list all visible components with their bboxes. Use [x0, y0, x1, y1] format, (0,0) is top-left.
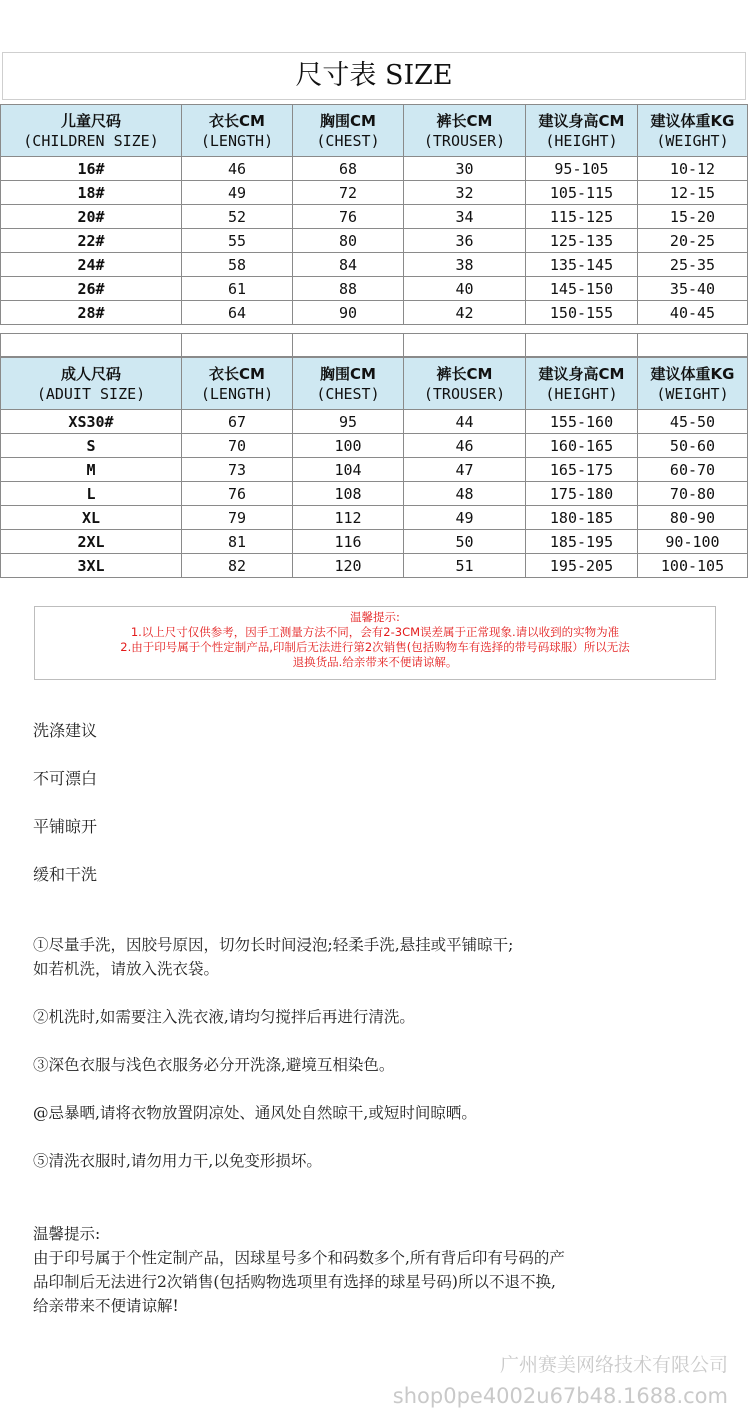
table-cell: 90 — [293, 301, 404, 325]
warm-tip — [33, 1222, 565, 1318]
table-cell: 3XL — [1, 554, 182, 578]
table-row — [1, 157, 748, 181]
table-cell: 76 — [293, 205, 404, 229]
instruction-1-line-1: ①尽量手洗，因胶号原因，切勿长时间浸泡;轻柔手洗,悬挂或平铺晾干; — [33, 936, 514, 954]
table-cell: 48 — [404, 482, 526, 506]
table-cell: 165-175 — [526, 458, 638, 482]
table-cell: 46 — [182, 157, 293, 181]
instruction-2-line-1: ②机洗时,如需要注入洗衣液,请均匀搅拌后再进行清洗。 — [33, 1008, 415, 1026]
table-row — [1, 458, 748, 482]
table-cell: 50 — [404, 530, 526, 554]
column-header-zh: 衣长CM — [209, 364, 265, 383]
table-cell: 40-45 — [638, 301, 748, 325]
instruction-4-line-1: @忌暴晒,请将衣物放置阴凉处、通风处自然晾干,或短时间晾晒。 — [33, 1104, 477, 1122]
column-header-en: (ADUIT SIZE) — [36, 384, 146, 403]
table-cell: 46 — [404, 434, 526, 458]
column-header — [293, 105, 404, 157]
table-cell: 67 — [182, 410, 293, 434]
column-header — [182, 358, 293, 410]
table-cell: 2XL — [1, 530, 182, 554]
table-cell: 40 — [404, 277, 526, 301]
table-cell: 16# — [1, 157, 182, 181]
table-cell: 155-160 — [526, 410, 638, 434]
table-cell: 115-125 — [526, 205, 638, 229]
table-cell: 64 — [182, 301, 293, 325]
washing-item-lay-flat: 平铺晾开 — [33, 817, 98, 836]
column-header — [638, 358, 748, 410]
table-row — [1, 181, 748, 205]
column-header-en: (CHEST) — [316, 131, 380, 150]
table-cell: 135-145 — [526, 253, 638, 277]
table-cell: 52 — [182, 205, 293, 229]
instruction-5 — [33, 1149, 322, 1173]
column-header — [1, 105, 182, 157]
column-header — [182, 105, 293, 157]
column-header — [404, 358, 526, 410]
table-cell: 10-12 — [638, 157, 748, 181]
table-header-row — [1, 358, 748, 410]
table-cell: 160-165 — [526, 434, 638, 458]
instruction-3 — [33, 1053, 394, 1077]
table-cell: 51 — [404, 554, 526, 578]
table-cell: 105-115 — [526, 181, 638, 205]
instruction-3-line-1: ③深色衣服与浅色衣服务必分开洗涤,避境互相染色。 — [33, 1056, 395, 1074]
table-row — [1, 410, 748, 434]
table-cell: 15-20 — [638, 205, 748, 229]
table-cell: 185-195 — [526, 530, 638, 554]
table-cell: L — [1, 482, 182, 506]
table-cell: 61 — [182, 277, 293, 301]
table-cell: 100-105 — [638, 554, 748, 578]
table-cell: XS30# — [1, 410, 182, 434]
table-row — [1, 229, 748, 253]
notice-line-3: 退换货品.给亲带来不便请谅解。 — [292, 655, 458, 669]
column-header — [293, 358, 404, 410]
table-cell: 20# — [1, 205, 182, 229]
column-header-zh: 胸围CM — [320, 111, 376, 130]
table-cell: M — [1, 458, 182, 482]
table-cell: 25-35 — [638, 253, 748, 277]
table-cell: 175-180 — [526, 482, 638, 506]
table-cell: 116 — [293, 530, 404, 554]
size-chart-title: 尺寸表 SIZE — [2, 52, 746, 100]
column-header-en: (LENGTH) — [200, 384, 274, 403]
washing-item-gentle-dry-clean: 缓和干洗 — [33, 865, 98, 884]
table-cell: XL — [1, 506, 182, 530]
column-header — [404, 105, 526, 157]
table-cell: 84 — [293, 253, 404, 277]
table-cell: 12-15 — [638, 181, 748, 205]
table-row — [1, 205, 748, 229]
adult-size-table — [0, 357, 748, 578]
table-cell: 88 — [293, 277, 404, 301]
table-cell: 76 — [182, 482, 293, 506]
notice-line-2: 2.由于印号属于个性定制产品,印制后无法进行第2次销售(包括购物车有选择的带号码球服）所以无法 — [120, 640, 630, 654]
column-header-zh: 建议身高CM — [538, 364, 625, 383]
instruction-1-line-2: 如若机洗，请放入洗衣袋。 — [33, 960, 220, 978]
column-header — [526, 358, 638, 410]
table-cell: 42 — [404, 301, 526, 325]
notice-line-1: 1.以上尺寸仅供参考，因手工测量方法不同，会有2-3CM误差属于正常现象.请以收到的实物为准 — [130, 625, 620, 639]
table-cell: 81 — [182, 530, 293, 554]
table-cell: 79 — [182, 506, 293, 530]
table-cell: 58 — [182, 253, 293, 277]
table-row — [1, 434, 748, 458]
instruction-4 — [33, 1101, 477, 1125]
table-cell: 125-135 — [526, 229, 638, 253]
column-header-zh: 成人尺码 — [60, 364, 121, 383]
table-cell: 70 — [182, 434, 293, 458]
table-cell: 195-205 — [526, 554, 638, 578]
column-header — [1, 358, 182, 410]
warm-tip-line-2: 品印制后无法进行2次销售(包括购物选项里有选择的球星号码)所以不退不换, — [33, 1273, 556, 1291]
table-cell: 80 — [293, 229, 404, 253]
column-header-en: (CHILDREN SIZE) — [23, 131, 159, 150]
table-cell: 38 — [404, 253, 526, 277]
instruction-5-line-1: ⑤清洗衣服时,请勿用力干,以免变形损坏。 — [33, 1152, 322, 1170]
table-cell: 112 — [293, 506, 404, 530]
notice-heading: 温馨提示: — [350, 610, 400, 624]
table-row — [1, 253, 748, 277]
table-cell: 50-60 — [638, 434, 748, 458]
table-cell: 47 — [404, 458, 526, 482]
table-cell: 26# — [1, 277, 182, 301]
table-cell: 55 — [182, 229, 293, 253]
column-header-en: (HEIGHT) — [545, 384, 618, 403]
column-header-en: (TROUSER) — [423, 131, 506, 150]
table-cell: 30 — [404, 157, 526, 181]
warm-tip-line-3: 给亲带来不便请谅解! — [33, 1297, 179, 1315]
column-header-en: (CHEST) — [316, 384, 380, 403]
column-header — [638, 105, 748, 157]
table-row — [1, 554, 748, 578]
table-cell: 180-185 — [526, 506, 638, 530]
table-cell: 49 — [182, 181, 293, 205]
column-header-zh: 建议身高CM — [538, 111, 625, 130]
washing-item-no-bleach: 不可漂白 — [33, 769, 98, 788]
column-header-zh: 胸围CM — [320, 364, 376, 383]
table-row — [1, 277, 748, 301]
washing-title: 洗涤建议 — [33, 721, 98, 740]
table-cell: 72 — [293, 181, 404, 205]
table-cell: 120 — [293, 554, 404, 578]
table-cell: 44 — [404, 410, 526, 434]
table-cell: 80-90 — [638, 506, 748, 530]
table-row — [1, 530, 748, 554]
table-cell: 20-25 — [638, 229, 748, 253]
column-header-zh: 建议体重KG — [650, 364, 735, 383]
instruction-2 — [33, 1005, 415, 1029]
table-cell: 82 — [182, 554, 293, 578]
table-cell: 108 — [293, 482, 404, 506]
table-cell: 45-50 — [638, 410, 748, 434]
table-separator — [0, 333, 748, 357]
table-cell: 34 — [404, 205, 526, 229]
table-cell: 18# — [1, 181, 182, 205]
column-header-zh: 裤长CM — [436, 364, 493, 383]
table-cell: 95 — [293, 410, 404, 434]
table-cell: 145-150 — [526, 277, 638, 301]
table-cell: 36 — [404, 229, 526, 253]
table-cell: 60-70 — [638, 458, 748, 482]
column-header-zh: 衣长CM — [209, 111, 265, 130]
table-cell: 90-100 — [638, 530, 748, 554]
shop-url-watermark: shop0pe4002u67b48.1688.com — [392, 1384, 728, 1408]
instruction-1 — [33, 933, 513, 981]
table-cell: S — [1, 434, 182, 458]
column-header-en: (TROUSER) — [423, 384, 506, 403]
warm-tip-line-1: 由于印号属于个性定制产品，因球星号多个和码数多个,所有背后印有号码的产 — [33, 1249, 565, 1267]
table-cell: 95-105 — [526, 157, 638, 181]
column-header — [526, 105, 638, 157]
warm-tip-heading: 温馨提示: — [33, 1225, 101, 1243]
column-header-en: (LENGTH) — [200, 131, 274, 150]
table-header-row — [1, 105, 748, 157]
table-cell: 35-40 — [638, 277, 748, 301]
table-row — [1, 506, 748, 530]
column-header-en: (WEIGHT) — [656, 131, 729, 150]
table-cell: 22# — [1, 229, 182, 253]
table-cell: 104 — [293, 458, 404, 482]
table-row — [1, 301, 748, 325]
table-cell: 68 — [293, 157, 404, 181]
company-watermark: 广州赛美网络技术有限公司 — [499, 1354, 728, 1376]
children-size-table — [0, 104, 748, 325]
column-header-zh: 建议体重KG — [650, 111, 735, 130]
column-header-zh: 裤长CM — [436, 111, 493, 130]
table-cell: 32 — [404, 181, 526, 205]
column-header-en: (WEIGHT) — [656, 384, 729, 403]
table-cell: 100 — [293, 434, 404, 458]
table-cell: 70-80 — [638, 482, 748, 506]
column-header-en: (HEIGHT) — [545, 131, 618, 150]
table-cell: 150-155 — [526, 301, 638, 325]
table-cell: 24# — [1, 253, 182, 277]
table-cell: 73 — [182, 458, 293, 482]
table-cell: 49 — [404, 506, 526, 530]
warm-notice-box — [34, 606, 716, 680]
table-cell: 28# — [1, 301, 182, 325]
table-row — [1, 482, 748, 506]
column-header-zh: 儿童尺码 — [60, 111, 121, 130]
